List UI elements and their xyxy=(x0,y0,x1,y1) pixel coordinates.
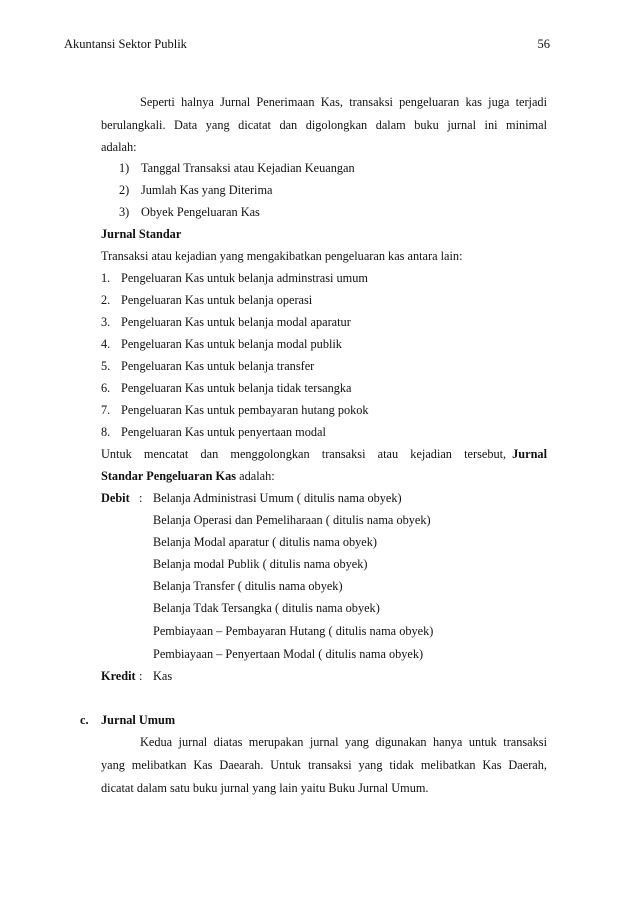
minimal-item-number: 2) xyxy=(119,183,130,197)
debit-entry: Belanja Administrasi Umum ( ditulis nama obyek) xyxy=(153,491,402,505)
list-item xyxy=(101,358,314,374)
header-title: Akuntansi Sektor Publik xyxy=(64,37,187,51)
minimal-item-number: 3) xyxy=(119,205,130,219)
minimal-item-text: Obyek Pengeluaran Kas xyxy=(141,205,260,219)
debit-entry: Pembiayaan – Pembayaran Hutang ( ditulis nama obyek) xyxy=(153,624,434,638)
list-item xyxy=(101,314,351,330)
list-item xyxy=(101,424,326,440)
minimal-item xyxy=(119,160,355,176)
minimal-item xyxy=(119,204,260,220)
list-item-text: Pengeluaran Kas untuk belanja operasi xyxy=(121,293,313,307)
standar-summary-tail: adalah: xyxy=(239,469,275,483)
list-item-number: 6. xyxy=(101,381,111,395)
intro-line-3: adalah: xyxy=(101,140,137,154)
intro-line-1: Seperti halnya Jurnal Penerimaan Kas, transaksi pengeluaran kas juga terjadi xyxy=(140,95,547,109)
kredit-colon: : xyxy=(139,669,143,683)
section-marker-c: c. xyxy=(80,713,89,727)
standar-summary-line-2 xyxy=(101,468,275,484)
intro-line-2: berulangkali. Data yang dicatat dan digolongkan dalam buku jurnal ini minimal xyxy=(101,118,547,132)
list-item-text: Pengeluaran Kas untuk belanja modal aparatur xyxy=(121,315,351,329)
list-item-number: 1. xyxy=(101,271,111,285)
list-item-text: Pengeluaran Kas untuk belanja adminstrasi umum xyxy=(121,271,368,285)
minimal-item-text: Tanggal Transaksi atau Kejadian Keuangan xyxy=(141,161,355,175)
minimal-item-number: 1) xyxy=(119,161,130,175)
standar-summary-bold-2: Standar Pengeluaran Kas xyxy=(101,469,237,483)
kredit-label: Kredit xyxy=(101,669,136,683)
umum-line-2: yang melibatkan Kas Daearah. Untuk transaksi yang tidak melibatkan Kas Daerah, xyxy=(101,758,547,772)
standar-intro: Transaksi atau kejadian yang mengakibatkan pengeluaran kas antara lain: xyxy=(101,249,463,263)
debit-entry: Belanja Tdak Tersangka ( ditulis nama obyek) xyxy=(153,601,380,615)
umum-line-3: dicatat dalam satu buku jurnal yang lain yaitu Buku Jurnal Umum. xyxy=(101,781,429,795)
list-item-number: 3. xyxy=(101,315,111,329)
list-item-number: 7. xyxy=(101,403,111,417)
minimal-item xyxy=(119,182,272,198)
list-item-text: Pengeluaran Kas untuk pembayaran hutang pokok xyxy=(121,403,369,417)
kredit-value: Kas xyxy=(153,669,173,683)
list-item-number: 2. xyxy=(101,293,111,307)
list-item-text: Pengeluaran Kas untuk belanja transfer xyxy=(121,359,315,373)
page-number: 56 xyxy=(537,37,550,51)
list-item-number: 8. xyxy=(101,425,111,439)
standar-summary-bold-1: Jurnal xyxy=(512,447,547,461)
debit-row xyxy=(101,490,402,506)
list-item xyxy=(101,380,352,396)
list-item xyxy=(101,402,369,418)
debit-entry: Belanja Operasi dan Pemeliharaan ( ditulis nama obyek) xyxy=(153,513,431,527)
page-header xyxy=(64,37,550,55)
debit-entry: Pembiayaan – Penyertaan Modal ( ditulis nama obyek) xyxy=(153,647,424,661)
standar-summary-line-1 xyxy=(101,446,547,462)
list-item xyxy=(101,336,342,352)
debit-entry: Belanja modal Publik ( ditulis nama obyek) xyxy=(153,557,368,571)
list-item-number: 4. xyxy=(101,337,111,351)
list-item xyxy=(101,270,368,286)
umum-line-1: Kedua jurnal diatas merupakan jurnal yang digunakan hanya untuk transaksi xyxy=(140,735,547,749)
list-item-text: Pengeluaran Kas untuk belanja modal publik xyxy=(121,337,342,351)
debit-entry: Belanja Modal aparatur ( ditulis nama obyek) xyxy=(153,535,378,549)
debit-entry: Belanja Transfer ( ditulis nama obyek) xyxy=(153,579,343,593)
standar-summary-text: Untuk mencatat dan menggolongkan transaksi atau kejadian tersebut, xyxy=(101,447,507,461)
kredit-row xyxy=(101,668,172,684)
list-item-text: Pengeluaran Kas untuk penyertaan modal xyxy=(121,425,326,439)
list-item xyxy=(101,292,312,308)
list-item-number: 5. xyxy=(101,359,111,373)
minimal-item-text: Jumlah Kas yang Diterima xyxy=(141,183,273,197)
section-heading-standar: Jurnal Standar xyxy=(101,227,182,241)
list-item-text: Pengeluaran Kas untuk belanja tidak tersangka xyxy=(121,381,352,395)
debit-colon: : xyxy=(139,491,143,505)
section-heading-umum: Jurnal Umum xyxy=(101,713,176,727)
debit-label: Debit xyxy=(101,491,130,505)
